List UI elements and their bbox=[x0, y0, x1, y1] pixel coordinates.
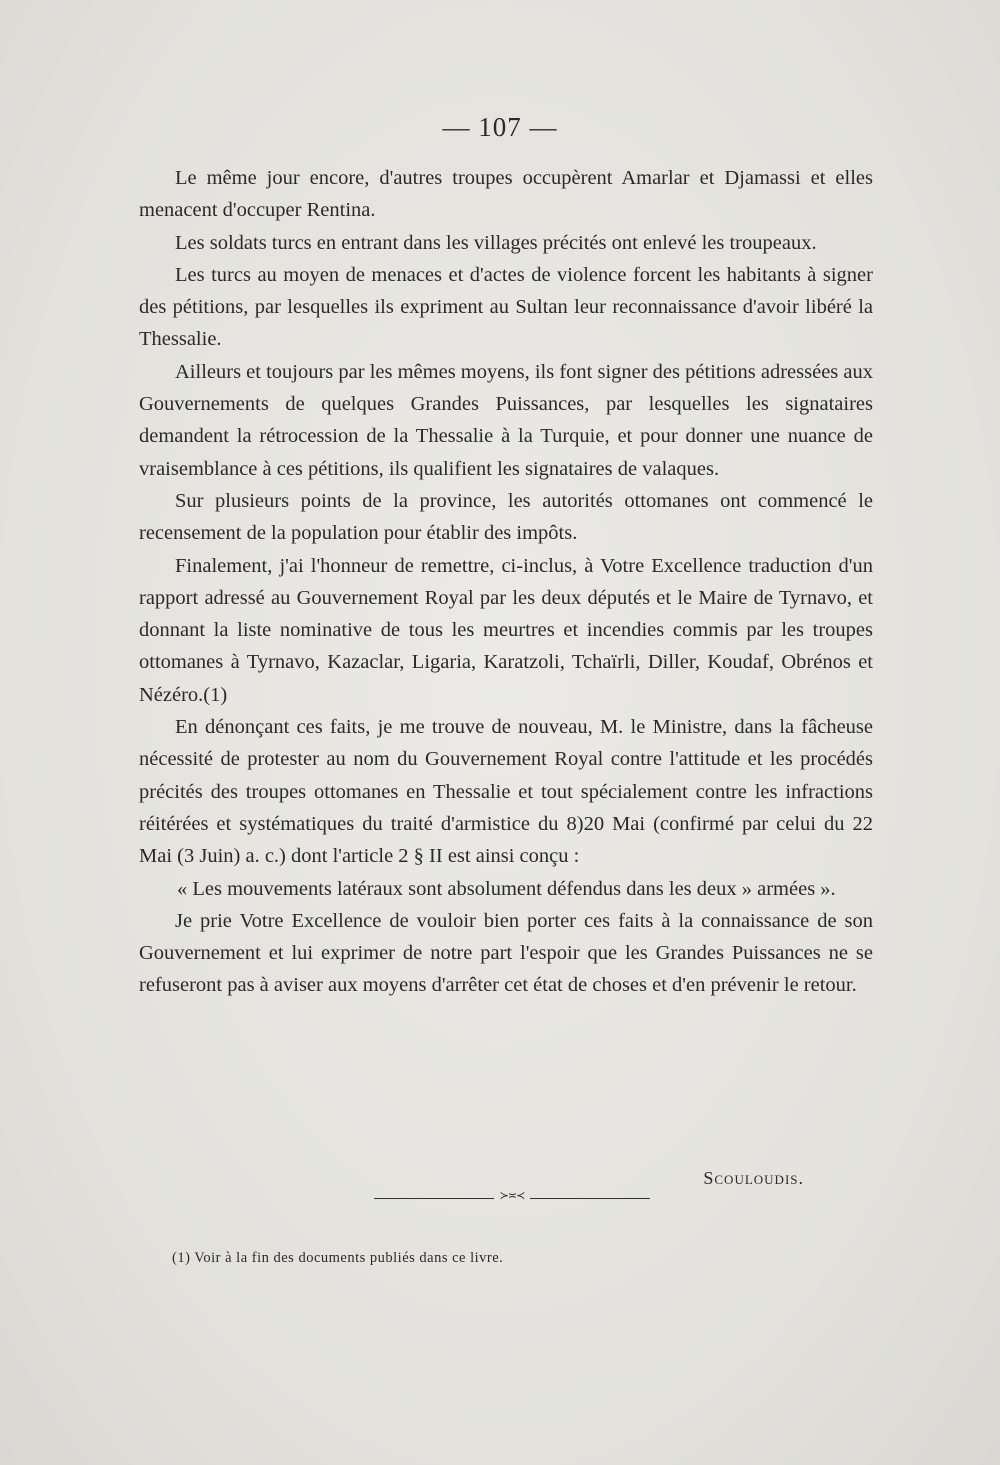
paragraph: Finalement, j'ai l'honneur de remettre, ci-inclus, à Votre Excellence traduction d'un rapport adressé au Gouvernement Royal par les deux députés et le Maire de Tyrnavo, et donnant la liste nominative de tous les meurtres et incendies commis par les troupes ottomanes à Tyrnavo, Kazaclar, Ligaria, Karatzoli, Tchaïrli, Diller, Koudaf, Obrénos et Nézéro.(1) bbox=[139, 554, 873, 706]
paragraph: Les turcs au moyen de menaces et d'actes de violence forcent les habitants à signer des pétitions, par lesquelles ils expriment au Sultan leur reconnaissance d'avoir libéré la Thessalie. bbox=[139, 263, 873, 351]
separator-ornament: ≻≍≺ bbox=[499, 1190, 525, 1202]
paragraph: Les soldats turcs en entrant dans les villages précités ont enlevé les troupeaux. bbox=[175, 231, 817, 254]
body-text bbox=[139, 162, 873, 1002]
footnote: (1) Voir à la fin des documents publiés dans ce livre. bbox=[172, 1250, 504, 1266]
paragraph: Le même jour encore, d'autres troupes occupèrent Amarlar et Djamassi et elles menacent d'occuper Rentina. bbox=[139, 167, 873, 222]
separator-line-right bbox=[530, 1198, 650, 1199]
paragraph: Ailleurs et toujours par les mêmes moyens, ils font signer des pétitions adressées aux Gouvernements de quelques Grandes Puissances, par lesquelles les signataires demandent la rétrocession de la Thessalie à la Turquie, et pour donner une nuance de vraisemblance à ces pétitions, ils qualifient les signataires de valaques. bbox=[139, 360, 874, 480]
signature: Scouloudis. bbox=[703, 1168, 804, 1188]
closing-paragraph: Je prie Votre Excellence de vouloir bien porter ces faits à la connaissance de son Gouvernement et lui exprimer de notre part l'espoir que les Grandes Puissances ne se refuseront pas à aviser aux moyens d'arrêter cet état de choses et d'en prévenir le retour. bbox=[139, 909, 873, 997]
paragraph: En dénonçant ces faits, je me trouve de nouveau, M. le Ministre, dans la fâcheuse nécessité de protester au nom du Gouvernement Royal contre l'attitude et les procédés précités des troupes ottomanes en Thessalie et tout spécialement contre les infractions réitérées et systématiques du traité d'armistice du 8)20 Mai (confirmé par celui du 22 Mai (3 Juin) a. c.) dont l'article 2 § II est ainsi conçu : bbox=[139, 716, 873, 868]
separator-rule bbox=[374, 1190, 650, 1202]
quoted-article: « Les mouvements latéraux sont absolument défendus dans les deux » armées ». bbox=[177, 877, 836, 900]
page-number: — 107 — bbox=[442, 112, 558, 142]
separator-line-left bbox=[374, 1198, 494, 1199]
paragraph: Sur plusieurs points de la province, les autorités ottomanes ont commencé le recensement de la population pour établir des impôts. bbox=[139, 489, 873, 545]
